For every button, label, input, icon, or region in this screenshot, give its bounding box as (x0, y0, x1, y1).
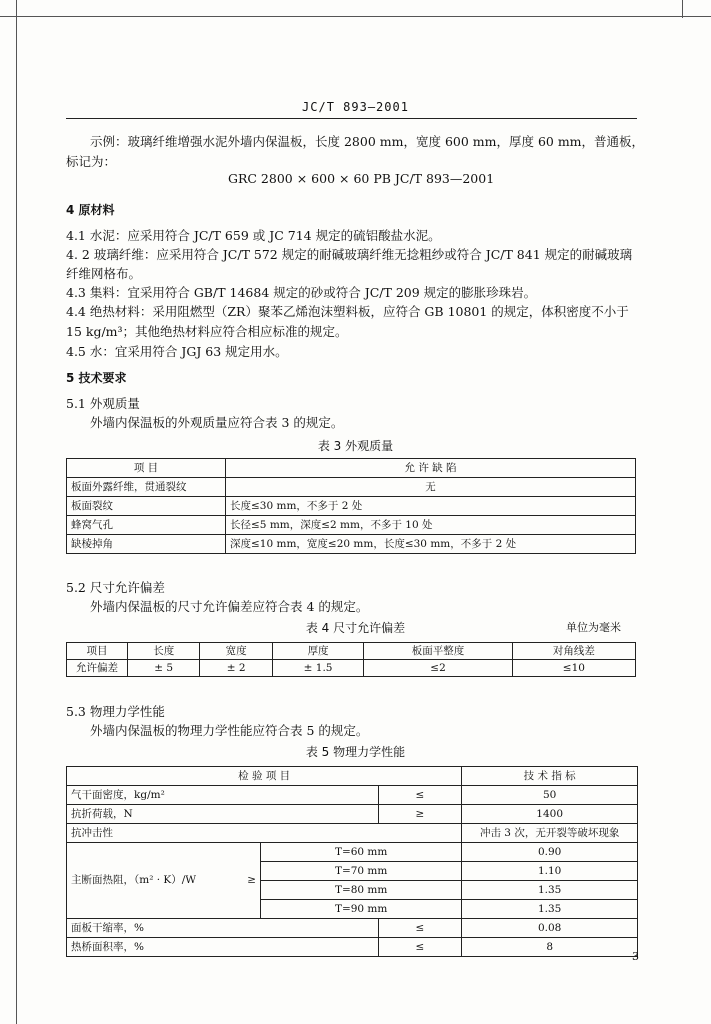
table-cell: 气干面密度，kg/m² (67, 786, 379, 805)
table-cell: 面板干缩率，% (67, 919, 379, 938)
table-cell: 热桥面积率，% (67, 938, 379, 957)
table-header-cell: 检 验 项 目 (67, 767, 462, 786)
table-cell: 抗折荷载，N (67, 805, 379, 824)
table-5 (66, 766, 638, 957)
table-header-cell: 项目 (67, 643, 128, 660)
example-line-1: 示例：玻璃纤维增强水泥外墙内保温板，长度 2800 mm，宽度 600 mm，厚度 60 mm，普通板， (90, 134, 645, 149)
table-header-cell: 对角线差 (512, 643, 635, 660)
clause-4-2-cont: 纤维网格布。 (66, 266, 142, 281)
table-cell: 0.90 (462, 843, 638, 862)
example-mark: GRC 2800 × 600 × 60 PB JC/T 893—2001 (228, 171, 495, 186)
page-header: JC/T 893—2001 (302, 100, 409, 114)
clause-4-2: 4. 2 玻璃纤维：应采用符合 JC/T 572 规定的耐碱玻璃纤维无捻粗纱或符合 JC/T 841 规定的耐碱玻璃 (66, 247, 633, 262)
table-cell: 允许偏差 (67, 660, 128, 677)
table-3 (66, 458, 636, 554)
table-cell: 长径≤5 mm，深度≤2 mm，不多于 10 处 (226, 516, 636, 535)
table-cell: 缺棱掉角 (67, 535, 226, 554)
table-cell: 板面裂纹 (67, 497, 226, 516)
section-4-title: 4 原材料 (66, 203, 115, 217)
table-row (67, 919, 638, 938)
scan-border-tick (682, 0, 683, 18)
scan-border-top (0, 16, 711, 17)
table-row (67, 824, 638, 843)
table-row (67, 767, 638, 786)
table-cell: T=60 mm (261, 843, 462, 862)
table-cell: 冲击 3 次，无开裂等破坏现象 (462, 824, 638, 843)
table-4-unit: 单位为毫米 (566, 621, 621, 634)
table-5-caption: 表 5 物理力学性能 (305, 745, 406, 759)
table-cell: 无 (226, 478, 636, 497)
table-header-cell: 项 目 (67, 459, 226, 478)
table-row (67, 805, 638, 824)
table-row (67, 516, 636, 535)
table-4-caption: 表 4 尺寸允许偏差 (305, 621, 406, 635)
table-cell: 1.35 (462, 881, 638, 900)
clause-5-1-text: 外墙内保温板的外观质量应符合表 3 的规定。 (90, 415, 344, 430)
table-cell: ≥ (378, 805, 462, 824)
clause-5-1: 5.1 外观质量 (66, 396, 140, 411)
table-row (67, 843, 638, 862)
table-cell: 0.08 (462, 919, 638, 938)
scan-border-left (16, 0, 17, 1024)
clause-4-4: 4.4 绝热材料：采用阻燃型（ZR）聚苯乙烯泡沫塑料板，应符合 GB 10801 的规定，体积密度不小于 (66, 304, 629, 319)
table-cell: ≤ (378, 786, 462, 805)
thermal-resistance-label: 主断面热阻，（m² · K）/W (71, 874, 197, 886)
table-row (67, 497, 636, 516)
section-5-title: 5 技术要求 (66, 371, 127, 385)
clause-4-5: 4.5 水：宜采用符合 JGJ 63 规定用水。 (66, 344, 288, 359)
table-3-caption: 表 3 外观质量 (317, 439, 394, 453)
clause-5-2-text: 外墙内保温板的尺寸允许偏差应符合表 4 的规定。 (90, 599, 369, 614)
table-cell: ≤10 (512, 660, 635, 677)
clause-5-2: 5.2 尺寸允许偏差 (66, 580, 165, 595)
table-row (67, 459, 636, 478)
table-cell: ± 1.5 (272, 660, 363, 677)
clause-5-3-text: 外墙内保温板的物理力学性能应符合表 5 的规定。 (90, 723, 369, 738)
table-cell: 蜂窝气孔 (67, 516, 226, 535)
table-cell: T=70 mm (261, 862, 462, 881)
table-row (67, 786, 638, 805)
thermal-resistance-op: ≥ (247, 874, 256, 886)
clause-4-1: 4.1 水泥：应采用符合 JC/T 659 或 JC 714 规定的硫铝酸盐水泥。 (66, 228, 441, 243)
table-cell: 长度≤30 mm，不多于 2 处 (226, 497, 636, 516)
table-cell: 板面外露纤维，贯通裂纹 (67, 478, 226, 497)
table-cell: 1.10 (462, 862, 638, 881)
table-cell: ± 5 (128, 660, 200, 677)
clause-4-4-cont: 15 kg/m³；其他绝热材料应符合相应标准的规定。 (66, 324, 348, 339)
table-row (67, 535, 636, 554)
table-header-cell: 技 术 指 标 (462, 767, 638, 786)
table-cell: 1.35 (462, 900, 638, 919)
table-cell: 深度≤10 mm，宽度≤20 mm，长度≤30 mm，不多于 2 处 (226, 535, 636, 554)
example-line-2: 标记为： (66, 154, 117, 169)
table-4 (66, 642, 636, 677)
table-cell: T=80 mm (261, 881, 462, 900)
clause-4-3: 4.3 集料：宜采用符合 GB/T 14684 规定的砂或符合 JC/T 209 规定的膨胀珍珠岩。 (66, 285, 537, 300)
clause-5-3: 5.3 物理力学性能 (66, 704, 165, 719)
table-header-cell: 厚度 (272, 643, 363, 660)
table-header-cell: 长度 (128, 643, 200, 660)
table-row (67, 643, 636, 660)
table-cell: 50 (462, 786, 638, 805)
table-cell: 1400 (462, 805, 638, 824)
table-cell (67, 843, 261, 919)
table-row (67, 660, 636, 677)
table-cell: 8 (462, 938, 638, 957)
table-cell: ± 2 (200, 660, 272, 677)
table-header-cell: 允 许 缺 陷 (226, 459, 636, 478)
table-cell: ≤ (378, 938, 462, 957)
table-row (67, 938, 638, 957)
table-cell: 抗冲击性 (67, 824, 462, 843)
page-number: 3 (632, 950, 639, 963)
table-cell: ≤2 (364, 660, 513, 677)
table-cell: T=90 mm (261, 900, 462, 919)
table-cell: ≤ (378, 919, 462, 938)
table-header-cell: 板面平整度 (364, 643, 513, 660)
header-rule (66, 118, 637, 119)
table-row (67, 478, 636, 497)
table-header-cell: 宽度 (200, 643, 272, 660)
